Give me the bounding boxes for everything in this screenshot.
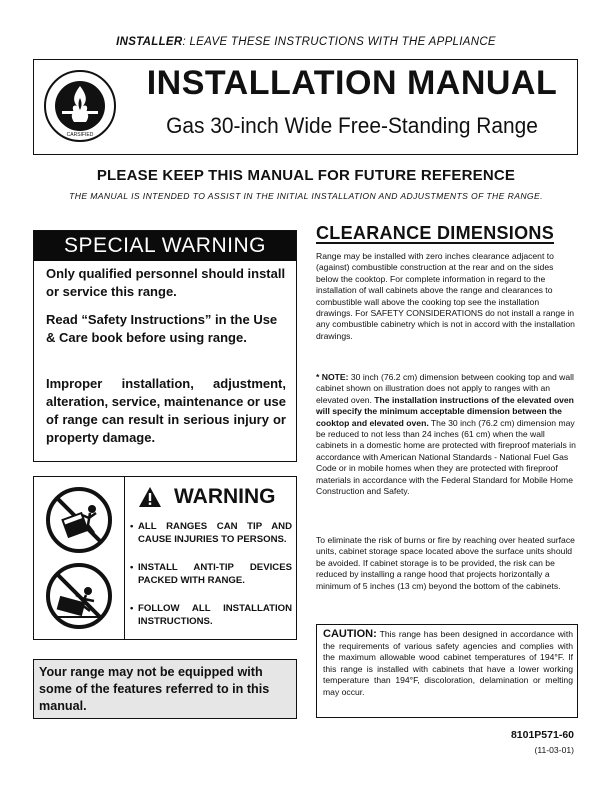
special-warning-box [33,230,297,462]
intent-line: THE MANUAL IS INTENDED TO ASSIST IN THE INITIAL INSTALLATION AND ADJUSTMENTS OF THE RANGE. [69,191,543,201]
features-note: Your range may not be equipped with some of the features referred to in this manual. [39,665,270,713]
special-warning-paragraph: Only qualified personnel should install or service this range. [46,266,286,299]
page-subtitle: Gas 30-inch Wide Free-Standing Range [166,113,538,138]
range-fall-hazard-icon [42,561,116,631]
page-title: INSTALLATION MANUAL [146,64,558,102]
caution-body: This range has been designed in accordance with the requirements of various safety agencies and complies with the maximum allowable wood cabinet temperatures of 194°F. If this range is installed with cabinets that have a lower working temperature than 194°F, discoloration, delamination or melting may occur. [323,629,573,697]
warning-item [130,520,292,546]
special-warning-paragraph: Improper installation, adjustment, alteration, service, maintenance or use of range can result in serious injury or property damage. [46,376,286,445]
alert-triangle-icon [138,486,162,508]
certification-logo-icon [42,68,118,144]
logo-text: CARSIFIED [66,132,94,138]
warning-item-text: FOLLOW ALL INSTALLATION INSTRUCTIONS. [138,603,292,627]
clearance-paragraph: To eliminate the risk of burns or fire by reaching over heated surface units, cabinet storage space located above the surface units should be avoided. If cabinet storage is to be provided, the risk can be reduced by installing a range hood that projects horizontally a minimum of 5 inches (13 cm) beyond the bottom of the cabinets. [316,535,575,591]
document-number: 8101P571-60 [510,729,574,741]
warning-title: WARNING [174,485,276,508]
warning-item [130,602,292,628]
installer-label: INSTALLER [116,36,183,48]
document-date: (11-03-01) [534,745,574,755]
warning-box [33,476,297,640]
clearance-heading: CLEARANCE DIMENSIONS [316,223,555,243]
note-bold-text: The installation instructions of the elevated oven will specify the minimum acceptable dimension between the cooktop and elevated oven. [316,394,574,428]
clearance-note [316,372,578,497]
note-star: * [316,372,320,382]
note-text: 30 inch (76.2 cm) dimension between cooking top and wall cabinet shown on illustration does not apply to ranges with an elevated oven. [316,372,574,405]
note-text: The 30 inch (76.2 cm) dimension may be reduced to not less than 24 inches (61 cm) when the wall cabinets in a domestic home are protected with fireproof materials in accordance with American National Standards - National Fuel Gas Code or in mobile homes when they are protected with fireproof materials in accordance with the Federal Standard for Mobile Home Construction and Safety. [316,417,576,497]
warning-item-text: ALL RANGES CAN TIP AND CAUSE INJURIES TO PERSONS. [138,521,292,545]
bullet: • [130,562,134,573]
title-box [33,59,578,155]
caution-box [316,624,578,718]
features-note-box [33,659,297,719]
range-tip-hazard-icon [42,485,116,555]
caution-text [323,629,573,699]
special-warning-title: SPECIAL WARNING [34,231,296,261]
note-label: NOTE: [319,372,349,382]
installer-text: : LEAVE THESE INSTRUCTIONS WITH THE APPLIANCE [182,36,496,48]
warning-item [130,561,292,587]
keep-manual-heading: PLEASE KEEP THIS MANUAL FOR FUTURE REFERENCE [96,167,516,184]
warning-item-text: INSTALL ANTI-TIP DEVICES PACKED WITH RANGE. [138,562,292,586]
bullet: • [130,521,134,532]
installer-notice [0,36,612,48]
special-warning-paragraph: Read “Safety Instructions” in the Use & Care book before using range. [46,312,278,345]
clearance-paragraph: Range may be installed with zero inches clearance adjacent to (against) combustible construction at the rear and on the sides below the cooktop. For complete information in regard to the installation of wall cabinets above the range and clearances to combustible wall above the cooking top see the installation drawings. For SAFETY CONSIDERATIONS do not install a range in any combustible cabinetry which is not in accord with the installation drawings. [316,251,575,341]
caution-label: CAUTION: [323,628,377,640]
warning-divider [124,477,125,639]
bullet: • [130,603,134,614]
